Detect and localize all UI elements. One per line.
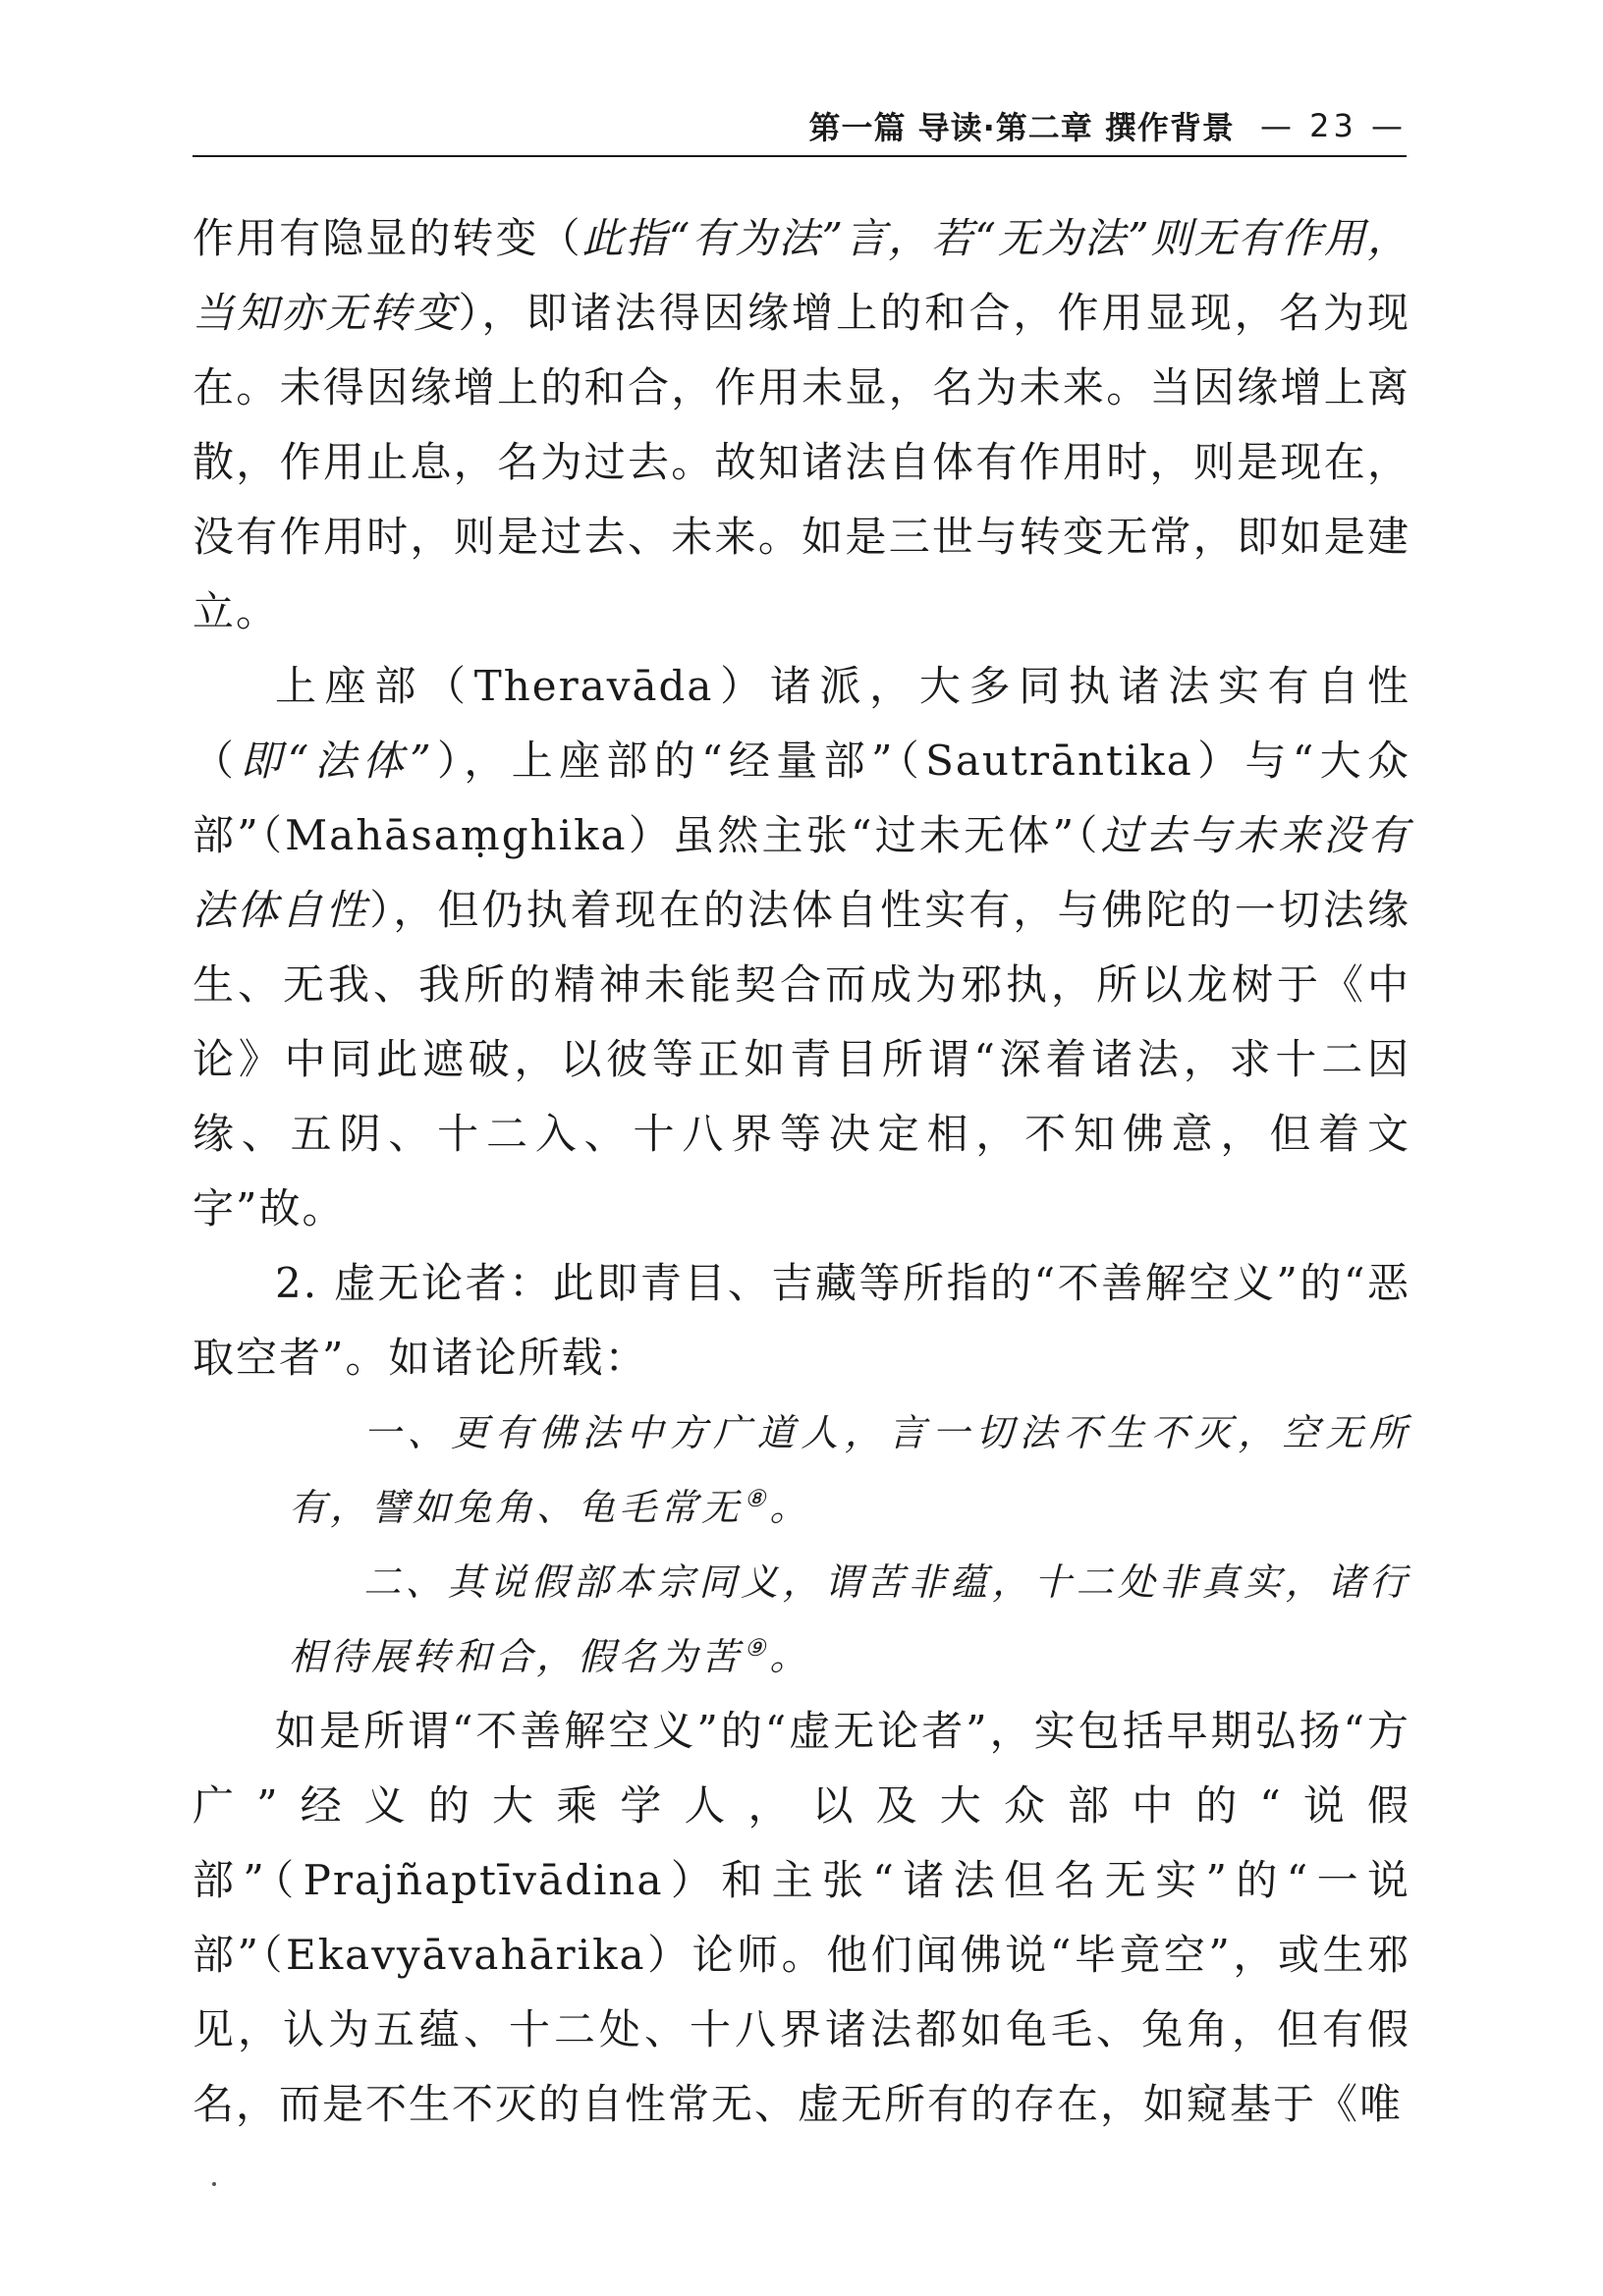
paragraph-3: 2. 虚无论者：此即青目、吉藏等所指的“不善解空义”的“恶取空者”。如诸论所载： xyxy=(193,1259,1410,1382)
inline-gloss: 此指“有为法”言，若“无为法”则无有作用，当知亦无转变 xyxy=(193,214,1410,337)
body-text xyxy=(193,201,1410,2142)
running-title: 第一篇 导读·第二章 撰作背景 xyxy=(808,109,1235,146)
running-head xyxy=(193,96,1407,157)
paragraph-2: 上座部（Theravāda）诸派，大多同执诸法实有自性（即“法体”），上座部的“经量部”（Sautrāntika）与“大众部”（Mahāsaṃghika）虽然主张“过未无体”（过去与未来没有法体自性），但仍执着现在的法体自性实有，与佛陀的一切法缘生、无我、我所的精神未能契合而成为邪执，所以龙树于《中论》中同此遮破，以彼等正如青目所谓“深着诸法，求十二因缘、五阴、十二入、十八界等决定相，不知佛意，但着文字”故。 xyxy=(193,662,1410,1232)
page-number: — 23 — xyxy=(1259,107,1407,144)
inline-gloss: 过去与未来没有法体自性 xyxy=(193,811,1410,934)
quote-block xyxy=(193,1395,1410,1694)
footnote-ref-8[interactable]: ⑧ xyxy=(745,1485,770,1513)
footnote-ref-9[interactable]: ⑨ xyxy=(745,1634,770,1663)
scan-speck xyxy=(212,2182,216,2186)
quote-2: 二、其说假部本宗同义，谓苦非蕴，十二处非真实，诸行相待展转和合，假名为苦⑨。 xyxy=(289,1560,1410,1678)
quote-1: 一、更有佛法中方广道人，言一切法不生不灭，空无所有，譬如兔角、龟毛常无⑧。 xyxy=(289,1411,1410,1529)
paragraph-1: 作用有隐显的转变（此指“有为法”言，若“无为法”则无有作用，当知亦无转变），即诸法得因缘增上的和合，作用显现，名为现在。未得因缘增上的和合，作用未显，名为未来。当因缘增上离散，作用止息，名为过去。故知诸法自体有作用时，则是现在，没有作用时，则是过去、未来。如是三世与转变无常，即如是建立。 xyxy=(193,214,1410,635)
inline-gloss: 即“法体” xyxy=(240,737,433,785)
paragraph-4: 如是所谓“不善解空义”的“虚无论者”，实包括早期弘扬“方广”经义的大乘学人，以及大众部中的“说假部”（Prajñaptīvādina）和主张“诸法但名无实”的“一说部”（Ekavyāvahārika）论师。他们闻佛说“毕竟空”，或生邪见，认为五蕴、十二处、十八界诸法都如龟毛、兔角，但有假名，而是不生不灭的自性常无、虚无所有的存在，如窥基于《唯 xyxy=(193,1707,1410,2128)
